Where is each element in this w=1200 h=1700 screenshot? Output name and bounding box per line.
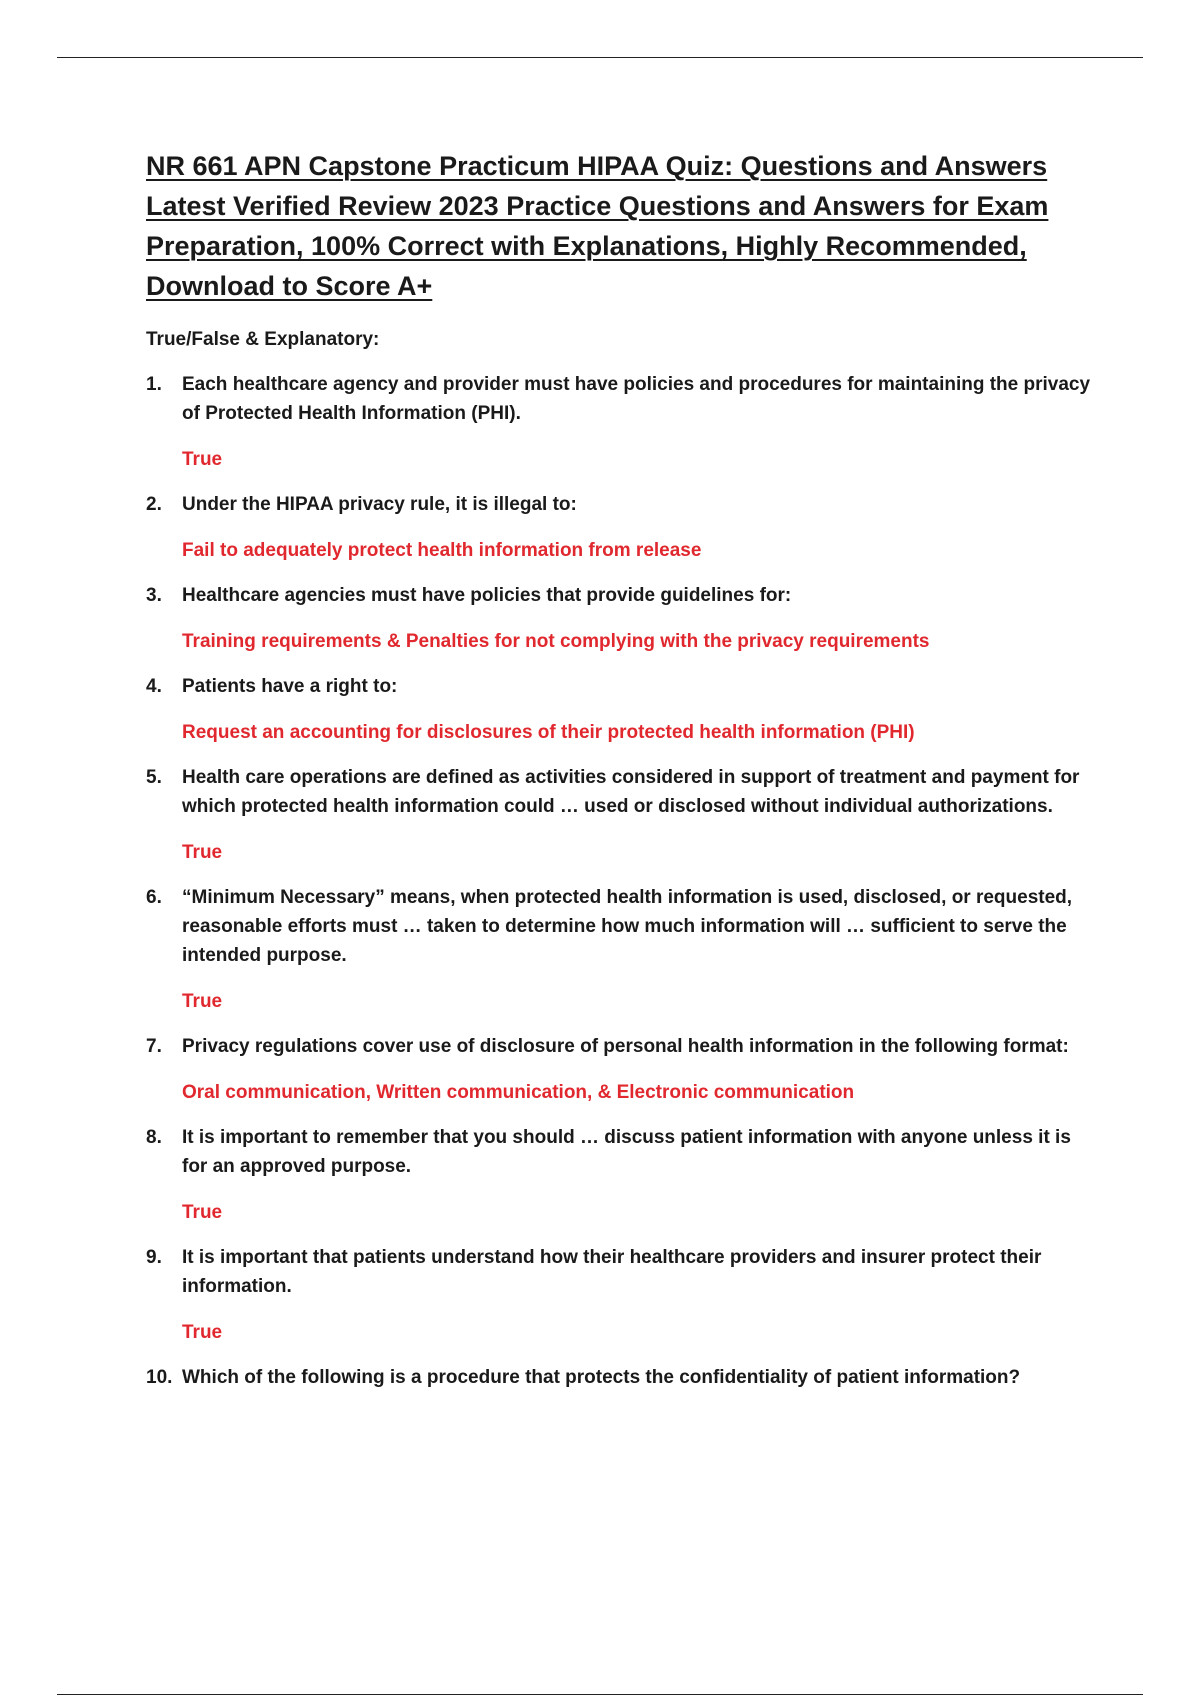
- header-rule: [57, 57, 1143, 58]
- question-item: [146, 883, 1096, 1016]
- question-number: 2.: [146, 494, 162, 515]
- answer-text: True: [182, 991, 223, 1012]
- answer-text: True: [182, 449, 223, 470]
- question-number: 5.: [146, 767, 162, 788]
- question-item: [146, 1123, 1096, 1227]
- section-label: True/False & Explanatory:: [146, 329, 380, 350]
- question-text: Which of the following is a procedure that protects the confidentiality of patient information?: [182, 1367, 1021, 1388]
- question-item: [146, 370, 1096, 474]
- question-text: Under the HIPAA privacy rule, it is illegal to:: [182, 494, 577, 515]
- question-text: Patients have a right to:: [182, 676, 398, 697]
- title-line: NR 661 APN Capstone Practicum HIPAA Quiz: Questions and Answers: [146, 151, 1048, 181]
- question-text: Healthcare agencies must have policies that provide guidelines for:: [182, 585, 792, 606]
- document-body: [146, 146, 1096, 1392]
- question-number: 6.: [146, 887, 162, 908]
- question-item: [146, 763, 1096, 867]
- answer-text: Fail to adequately protect health information from release: [182, 540, 702, 561]
- answer-text: Training requirements & Penalties for not complying with the privacy requirements: [182, 631, 930, 652]
- question-item: [146, 581, 1096, 656]
- answer-text: True: [182, 842, 223, 863]
- question-item: [146, 672, 1096, 747]
- question-item: [146, 1363, 1096, 1392]
- question-number: 8.: [146, 1127, 162, 1148]
- answer-text: True: [182, 1322, 223, 1343]
- question-text: It is important that patients understand how their healthcare providers and insurer protect their information.: [182, 1247, 1042, 1297]
- title-line: Preparation, 100% Correct with Explanations, Highly Recommended,: [146, 231, 1027, 261]
- question-text: “Minimum Necessary” means, when protected health information is used, disclosed, or requested, reasonable efforts must … taken to determine how much information will … sufficient to serve the intended purpose.: [182, 887, 1073, 966]
- question-number: 1.: [146, 374, 162, 395]
- title-line: Latest Verified Review 2023 Practice Questions and Answers for Exam: [146, 191, 1049, 221]
- answer-text: True: [182, 1202, 223, 1223]
- question-number: 7.: [146, 1036, 162, 1057]
- answer-text: Request an accounting for disclosures of their protected health information (PHI): [182, 722, 915, 743]
- question-number: 10.: [146, 1367, 173, 1388]
- question-item: [146, 1032, 1096, 1107]
- question-text: Each healthcare agency and provider must have policies and procedures for maintaining the privacy of Protected Health Information (PHI).: [182, 374, 1091, 424]
- question-number: 3.: [146, 585, 162, 606]
- question-list: [146, 370, 1096, 1392]
- question-number: 9.: [146, 1247, 162, 1268]
- answer-text: Oral communication, Written communication, & Electronic communication: [182, 1082, 855, 1103]
- question-text: Health care operations are defined as activities considered in support of treatment and payment for which protected health information could … used or disclosed without individual authorizations.: [182, 767, 1080, 817]
- question-item: [146, 1243, 1096, 1347]
- question-item: [146, 490, 1096, 565]
- question-number: 4.: [146, 676, 162, 697]
- footer-rule: [57, 1694, 1143, 1695]
- title-line: Download to Score A+: [146, 271, 433, 301]
- question-text: It is important to remember that you should … discuss patient information with anyone unless it is for an approved purpose.: [182, 1127, 1071, 1177]
- question-text: Privacy regulations cover use of disclosure of personal health information in the following format:: [182, 1036, 1069, 1057]
- document-title: [146, 146, 1096, 306]
